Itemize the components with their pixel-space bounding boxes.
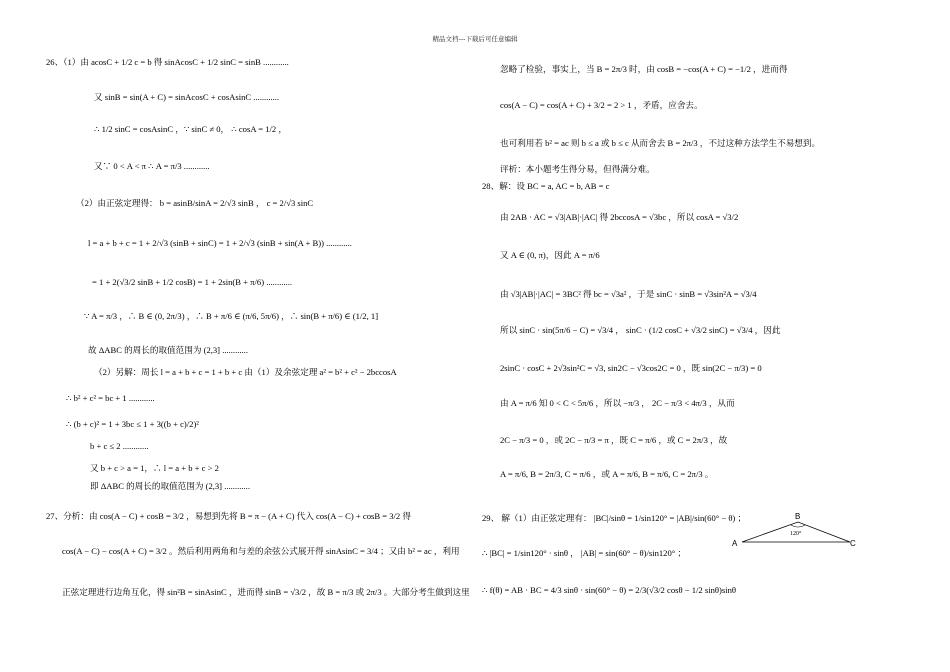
vertex-c-label: C — [850, 539, 856, 548]
right-line: 所以 sinC · sin(5π/6 − C) = √3/4 ， sinC · (1/2 cosC + √3/2 sinC) = √3/4 ，因此 — [500, 325, 781, 335]
left-line: cos(A − C) − cos(A + C) = 3/2 。然后利用两角和与差的余弦公式展开得 sinAsinC = 3/4 ；又由 b² = ac ，利用 — [62, 546, 460, 556]
right-line: ∴ |BC| = 1/sin120° · sinθ ， |AB| = sin(60° − θ)/sin120° ； — [482, 548, 686, 558]
left-line: （2）由正弦定理得： b = asinB/sinA = 2/√3 sinB ， c = 2/√3 sinC — [76, 198, 314, 208]
left-line: 即 ΔABC 的周长的取值范围为 (2,3] ............ — [90, 481, 250, 491]
left-line: ∴ (b + c)² = 1 + 3bc ≤ 1 + 3((b + c)/2)² — [66, 419, 199, 429]
right-line: 又 A ∈ (0, π)，因此 A = π/6 — [500, 250, 600, 260]
vertex-a-label: A — [732, 539, 738, 548]
right-line: 28、解：设 BC = a, AC = b, AB = c — [482, 181, 610, 191]
left-line: ∵ A = π/3 ，∴ B ∈ (0, 2π/3) ，∴ B + π/6 ∈ (π/6, 5π/6) ，∴ sin(B + π/6) ∈ (1/2, 1] — [84, 311, 379, 321]
right-line: 忽略了检验，事实上，当 B = 2π/3 时，由 cosB = −cos(A + C) = −1/2 ，进而得 — [500, 64, 788, 74]
left-line: ∴ 1/2 sinC = cosAsinC ，∵ sinC ≠ 0， ∴ cosA = 1/2 ， — [94, 124, 287, 134]
left-line: 27、分析：由 cos(A − C) + cosB = 3/2 ，易想到先将 B = π − (A + C) 代入 cos(A − C) + cosB = 3/2 得 — [46, 511, 411, 521]
right-line: ∴ f(θ) = AB · BC = 4/3 sinθ · sin(60° − θ) = 2/3(√3/2 cosθ − 1/2 sinθ)sinθ — [482, 585, 736, 595]
left-line: ∴ b² + c² = bc + 1 ............ — [66, 393, 155, 403]
left-line: （2）另解：周长 l = a + b + c = 1 + b + c 由（1）及余弦定理 a² = b² + c² − 2bccosA — [94, 367, 397, 377]
left-line: l = a + b + c = 1 + 2/√3 (sinB + sinC) = 1 + 2/√3 (sinB + sin(A + B)) ............ — [88, 238, 352, 248]
angle-label: 120° — [790, 531, 802, 537]
left-line: 正弦定理进行边角互化，得 sin²B = sinAsinC ，进而得 sinB = √3/2 ，故 B = π/3 或 2π/3 。大部分考生做到这里 — [62, 587, 470, 597]
right-line: A = π/6, B = 2π/3, C = π/6 ，或 A = π/6, B = π/6, C = 2π/3 。 — [500, 469, 714, 479]
left-line: 故 ΔABC 的周长的取值范围为 (2,3] ............ — [88, 345, 248, 355]
left-line: 又 b + c > a = 1，∴ l = a + b + c > 2 — [90, 463, 219, 473]
right-line: 29、 解（1）由正弦定理有： |BC|/sinθ = 1/sin120° = |AB|/sin(60° − θ) ； — [482, 513, 747, 523]
right-line: 也可利用若 b² = ac 则 b ≤ a 或 b ≤ c 从而舍去 B = 2π/3 ，不过这种方法学生不易想到。 — [500, 138, 821, 148]
right-line: 由 2AB · AC = √3|AB|·|AC| 得 2bccosA = √3bc ，所以 cosA = √3/2 — [500, 212, 739, 222]
vertex-b-label: B — [795, 512, 801, 521]
left-line: = 1 + 2(√3/2 sinB + 1/2 cosB) = 1 + 2sin(B + π/6) ............ — [92, 277, 292, 287]
left-line: b + c ≤ 2 ............ — [90, 441, 149, 451]
right-line: 2sinC · cosC + 2√3sin²C = √3, sin2C − √3cos2C = 0 ，既 sin(2C − π/3) = 0 — [500, 363, 762, 373]
left-line: 26、（1）由 acosC + 1/2 c = b 得 sinAcosC + 1/2 sinC = sinB ............ — [46, 57, 289, 67]
angle-arc — [791, 525, 805, 527]
right-line: 由 √3|AB|·|AC| = 3BC² 得 bc = √3a² ，于是 sinC · sinB = √3sin²A = √3/4 — [500, 289, 757, 299]
right-line: cos(A − C) = cos(A + C) + 3/2 = 2 > 1 ，矛盾，应舍去。 — [500, 100, 703, 110]
right-line: 评析：本小题考生得分易，但得满分难。 — [500, 164, 655, 174]
right-line: 由 A = π/6 知 0 < C < 5π/6 ，所以 −π/3 ， 2C − π/3 < 4π/3 ，从而 — [500, 398, 735, 408]
right-line: 2C − π/3 = 0 ，或 2C − π/3 = π ，既 C = π/6 ，或 C = 2π/3 ，故 — [500, 435, 728, 445]
left-line: 又 sinB = sin(A + C) = sinAcosC + cosAsinC ............ — [94, 92, 280, 102]
triangle-diagram — [728, 512, 858, 556]
left-line: 又∵ 0 < A < π ∴ A = π/3 ............ — [94, 161, 210, 171]
page-header: 精品文档---下载后可任意编辑 — [432, 35, 518, 43]
